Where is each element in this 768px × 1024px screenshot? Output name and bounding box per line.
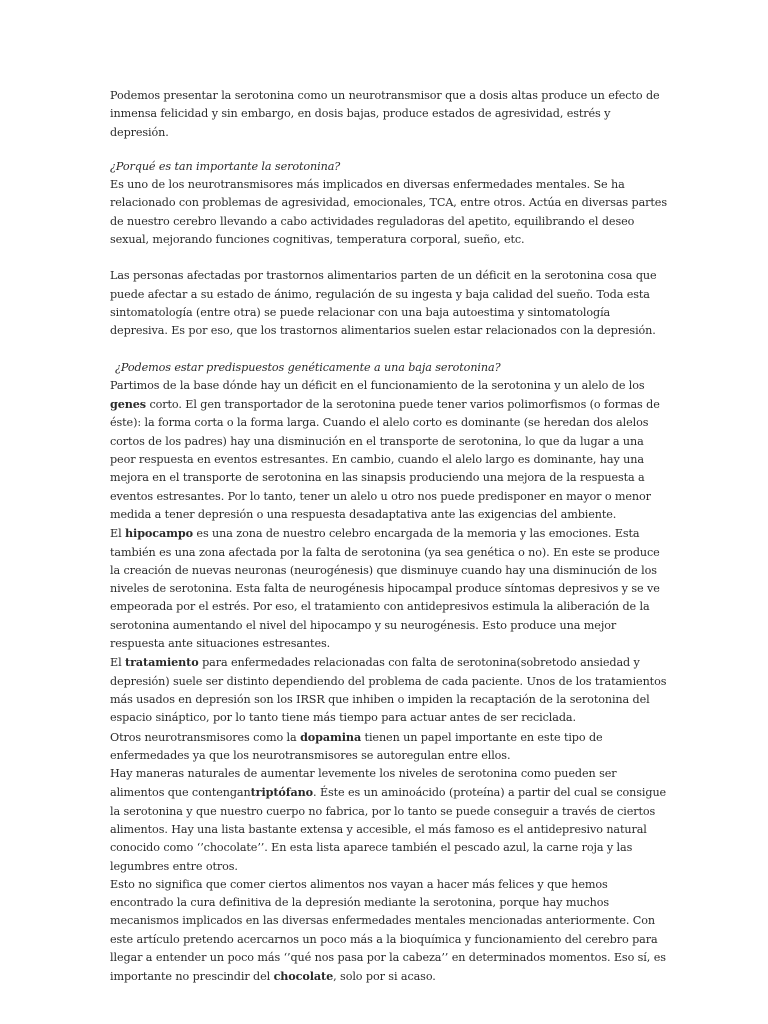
- paragraph-genes-text-b: corto. El gen transportador de la serotonina puede tener varios polimorfismos (o formas de éste): la forma corta o la forma larga. Cuando el alelo corto es dominante (se heredan dos alelos cortos de los padres) hay una disminución en el transporte de serotonina, lo que da lugar a una peor respuesta en eventos estresantes. En cambio, cuando el alelo largo es dominante, hay una mejora en el transporte de serotonina en las sinapsis produciendo una mejora de la respuesta a eventos estresantes. Por lo tanto, tener un alelo u otro nos puede predisponer en mayor o menor medida a tener depresión o una respuesta desadaptativa ante las exigencias del ambiente.: [110, 398, 660, 521]
- paragraph-genes-text-a: Partimos de la base dónde hay un déficit en el funcionamiento de la serotonina y un alelo de los: [110, 378, 645, 392]
- keyword-dopamina: dopamina: [300, 729, 362, 744]
- keyword-genes: genes: [110, 397, 146, 412]
- paragraph-dopamine-text-b: tienen un papel importante en este tipo de enfermedades ya que los neurotransmisores se autoregulan entre ellos.: [110, 730, 603, 762]
- paragraph-importance: Es uno de los neurotransmisores más implicados en diversas enfermedades mentales. Se ha relacionado con problemas de agresividad, emocionales, TCA, entre otros. Actúa en diversas partes de nuestro cerebro llevando a cabo actividades reguladoras del apetito, equilibrando el deseo sexual, mejorando funciones cognitivas, temperatura corporal, sueño, etc.: [110, 178, 667, 247]
- paragraph-conclusion: [110, 876, 668, 987]
- keyword-tratamiento: tratamiento: [125, 655, 199, 670]
- intro-paragraph: Podemos presentar la serotonina como un neurotransmisor que a dosis altas produce un efecto de inmensa felicidad y sin embargo, en dosis bajas, produce estados de agresividad, estrés y depresión.: [110, 89, 660, 139]
- paragraph-treatment-text-b: para enfermedades relacionadas con falta de serotonina(sobretodo ansiedad y depresión) suele ser distinto dependiendo del problema de cada paciente. Unos de los tratamientos más usados en depresión son los IRSR que inhiben o impiden la recaptación de la serotonina del espacio sináptico, por lo tanto tiene más tiempo para actuar antes de ser reciclada.: [110, 656, 667, 725]
- paragraph-conclusion-text-b: , solo por si acaso.: [333, 970, 436, 984]
- paragraph-tryptophan: [110, 765, 668, 876]
- paragraph-treatment-text-a: El: [110, 656, 126, 670]
- paragraph-hippocampus-text-b: es una zona de nuestro celebro encargada de la memoria y las emociones. Esta también es una zona afectada por la falta de serotonina (ya sea genética o no). En este se produce la creación de nuevas neuronas (neurogénesis) que disminuye cuando hay una disminución de los niveles de serotonina. Esta falta de neurogénesis hipocampal produce síntomas depresivos y se ve empeorada por el estrés. Por eso, el tratamiento con antidepresivos estimula la aliberación de la serotonina aumentando el nivel del hipocampo y su neurogénesis. Esto produce una mejor respuesta ante situaciones estresantes.: [110, 527, 660, 651]
- keyword-triptofano: triptófano: [250, 785, 314, 800]
- question-heading-1: ¿Porqué es tan importante la serotonina?: [110, 159, 341, 173]
- paragraph-treatment: [110, 653, 668, 727]
- paragraph-tryptophan-text-b: . Éste es un aminoácido (proteína) a partir del cual se consigue la serotonina y que nuestro cuerpo no fabrica, por lo tanto se puede conseguir a través de ciertos alimentos. Hay una lista bastante extensa y accesible, el más famoso es el antidepresivo natural conocido como ‘’chocolate’’. En esta lista aparece también el pescado azul, la carne roja y las legumbres entre otros.: [110, 786, 667, 873]
- paragraph-dopamine: [110, 728, 668, 766]
- keyword-hipocampo: hipocampo: [125, 526, 193, 541]
- paragraph-dopamine-text-a: Otros neurotransmisores como la: [110, 730, 301, 744]
- paragraph-genes: [110, 377, 668, 524]
- keyword-chocolate: chocolate: [273, 969, 334, 984]
- paragraph-tryptophan-text-a: Hay maneras naturales de aumentar levemente los niveles de serotonina como pueden ser alimentos que contengan: [110, 767, 617, 800]
- paragraph-hippocampus: [110, 524, 668, 653]
- paragraph-eating-disorders: Las personas afectadas por trastornos alimentarios parten de un déficit en la serotonina cosa que puede afectar a su estado de ánimo, regulación de su ingesta y baja calidad del sueño. Toda esta sintomatología (entre otra) se puede relacionar con una baja autoestima y sintomatología depresiva. Es por eso, que los trastornos alimentarios suelen estar relacionados con la depresión.: [110, 269, 657, 338]
- question-heading-2: ¿Podemos estar predispuestos genéticamente a una baja serotonina?: [115, 360, 501, 374]
- paragraph-conclusion-text-a: Esto no significa que comer ciertos alimentos nos vayan a hacer más felices y que hemos encontrado la cura definitiva de la depresión mediante la serotonina, porque hay muchos mecanismos implicados en las diversas enfermedades mentales mencionadas anteriormente. Con este artículo pretendo acercarnos un poco más a la bioquímica y funcionamiento del cerebro para llegar a entender un poco más ‘’qué nos pasa por la cabeza’’ en determinados momentos. Eso sí, es importante no prescindir del: [110, 877, 666, 984]
- paragraph-hippocampus-text-a: El: [110, 527, 126, 541]
